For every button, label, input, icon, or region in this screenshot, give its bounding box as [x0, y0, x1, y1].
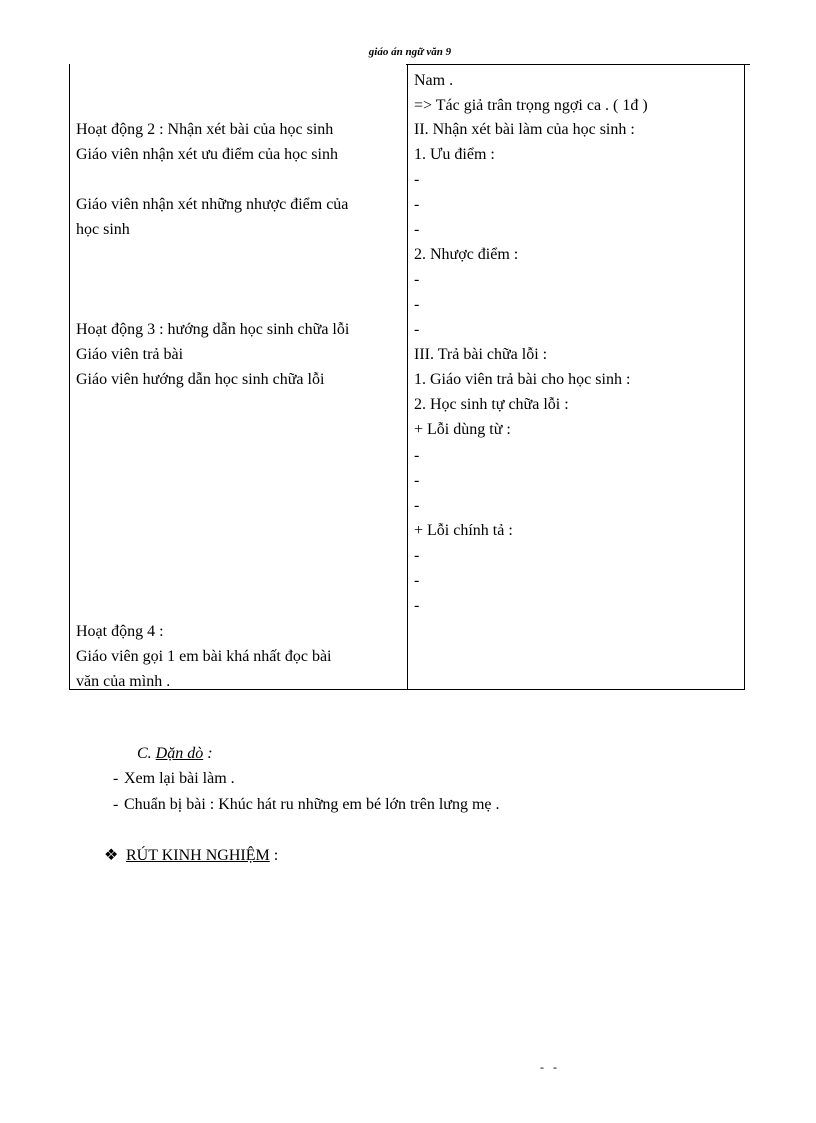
right-column-line: + Lỗi chính tả : [414, 522, 513, 539]
right-column-line: - [414, 171, 420, 188]
rut-kinh-nghiem-suffix: : [269, 847, 279, 864]
right-column-line: - [414, 321, 420, 338]
left-column-line: văn của mình . [76, 673, 171, 690]
right-column-line: - [414, 572, 420, 589]
right-column-line: II. Nhận xét bài làm của học sinh : [414, 121, 635, 138]
right-column-line: III. Trả bài chữa lỗi : [414, 346, 548, 363]
left-column-line: Hoạt động 3 : hướng dẫn học sinh chữa lỗi [76, 321, 350, 338]
right-column-line: - [414, 447, 420, 464]
left-column-line: Hoạt động 4 : [76, 623, 164, 640]
dan-do-suffix: : [203, 745, 213, 762]
column-divider [407, 64, 408, 689]
right-column-line: - [414, 472, 420, 489]
dan-do-prefix: C. [137, 745, 156, 762]
dan-do-bullet: - [113, 796, 119, 813]
right-column-line: 2. Nhược điểm : [414, 246, 519, 263]
left-column-line: Giáo viên nhận xét ưu điểm của học sinh [76, 146, 338, 163]
dan-do-item: Chuẩn bị bài : Khúc hát ru những em bé lớn trên lưng mẹ . [124, 796, 500, 813]
right-column-line: - [414, 221, 420, 238]
right-column-line: Nam . [414, 72, 454, 89]
diamond-bullet-icon: ❖ [104, 847, 119, 864]
left-column-line: Hoạt động 2 : Nhận xét bài của học sinh [76, 121, 334, 138]
right-column-line: - [414, 271, 420, 288]
lesson-table [69, 64, 745, 690]
right-column-line: 1. Ưu điểm : [414, 146, 495, 163]
dan-do-bullet: - [113, 770, 119, 787]
right-column-line: - [414, 497, 420, 514]
rut-kinh-nghiem [104, 845, 278, 865]
left-column-line: Giáo viên nhận xét những nhược điểm của [76, 196, 349, 213]
right-column-line: - [414, 196, 420, 213]
page-header: giáo án ngữ văn 9 [368, 46, 452, 58]
right-column-line: + Lỗi dùng từ : [414, 421, 511, 438]
dan-do-item: Xem lại bài làm . [124, 770, 235, 787]
dan-do-label: Dặn dò [155, 745, 204, 762]
right-column-line: 1. Giáo viên trả bài cho học sinh : [414, 371, 631, 388]
page-number: - - [540, 1060, 560, 1074]
right-column-line: => Tác giả trân trọng ngợi ca . ( 1đ ) [414, 97, 648, 114]
right-column-line: - [414, 296, 420, 313]
left-column-line: Giáo viên trả bài [76, 346, 184, 363]
right-column-line: 2. Học sinh tự chữa lỗi : [414, 396, 569, 413]
dan-do-title [137, 745, 213, 763]
rut-kinh-nghiem-title: RÚT KINH NGHIỆM [126, 847, 270, 864]
right-column-line: - [414, 597, 420, 614]
right-column-line: - [414, 547, 420, 564]
left-column-line: học sinh [76, 221, 130, 238]
left-column-line: Giáo viên gọi 1 em bài khá nhất đọc bài [76, 648, 332, 665]
left-column-line: Giáo viên hướng dẫn học sinh chữa lỗi [76, 371, 325, 388]
